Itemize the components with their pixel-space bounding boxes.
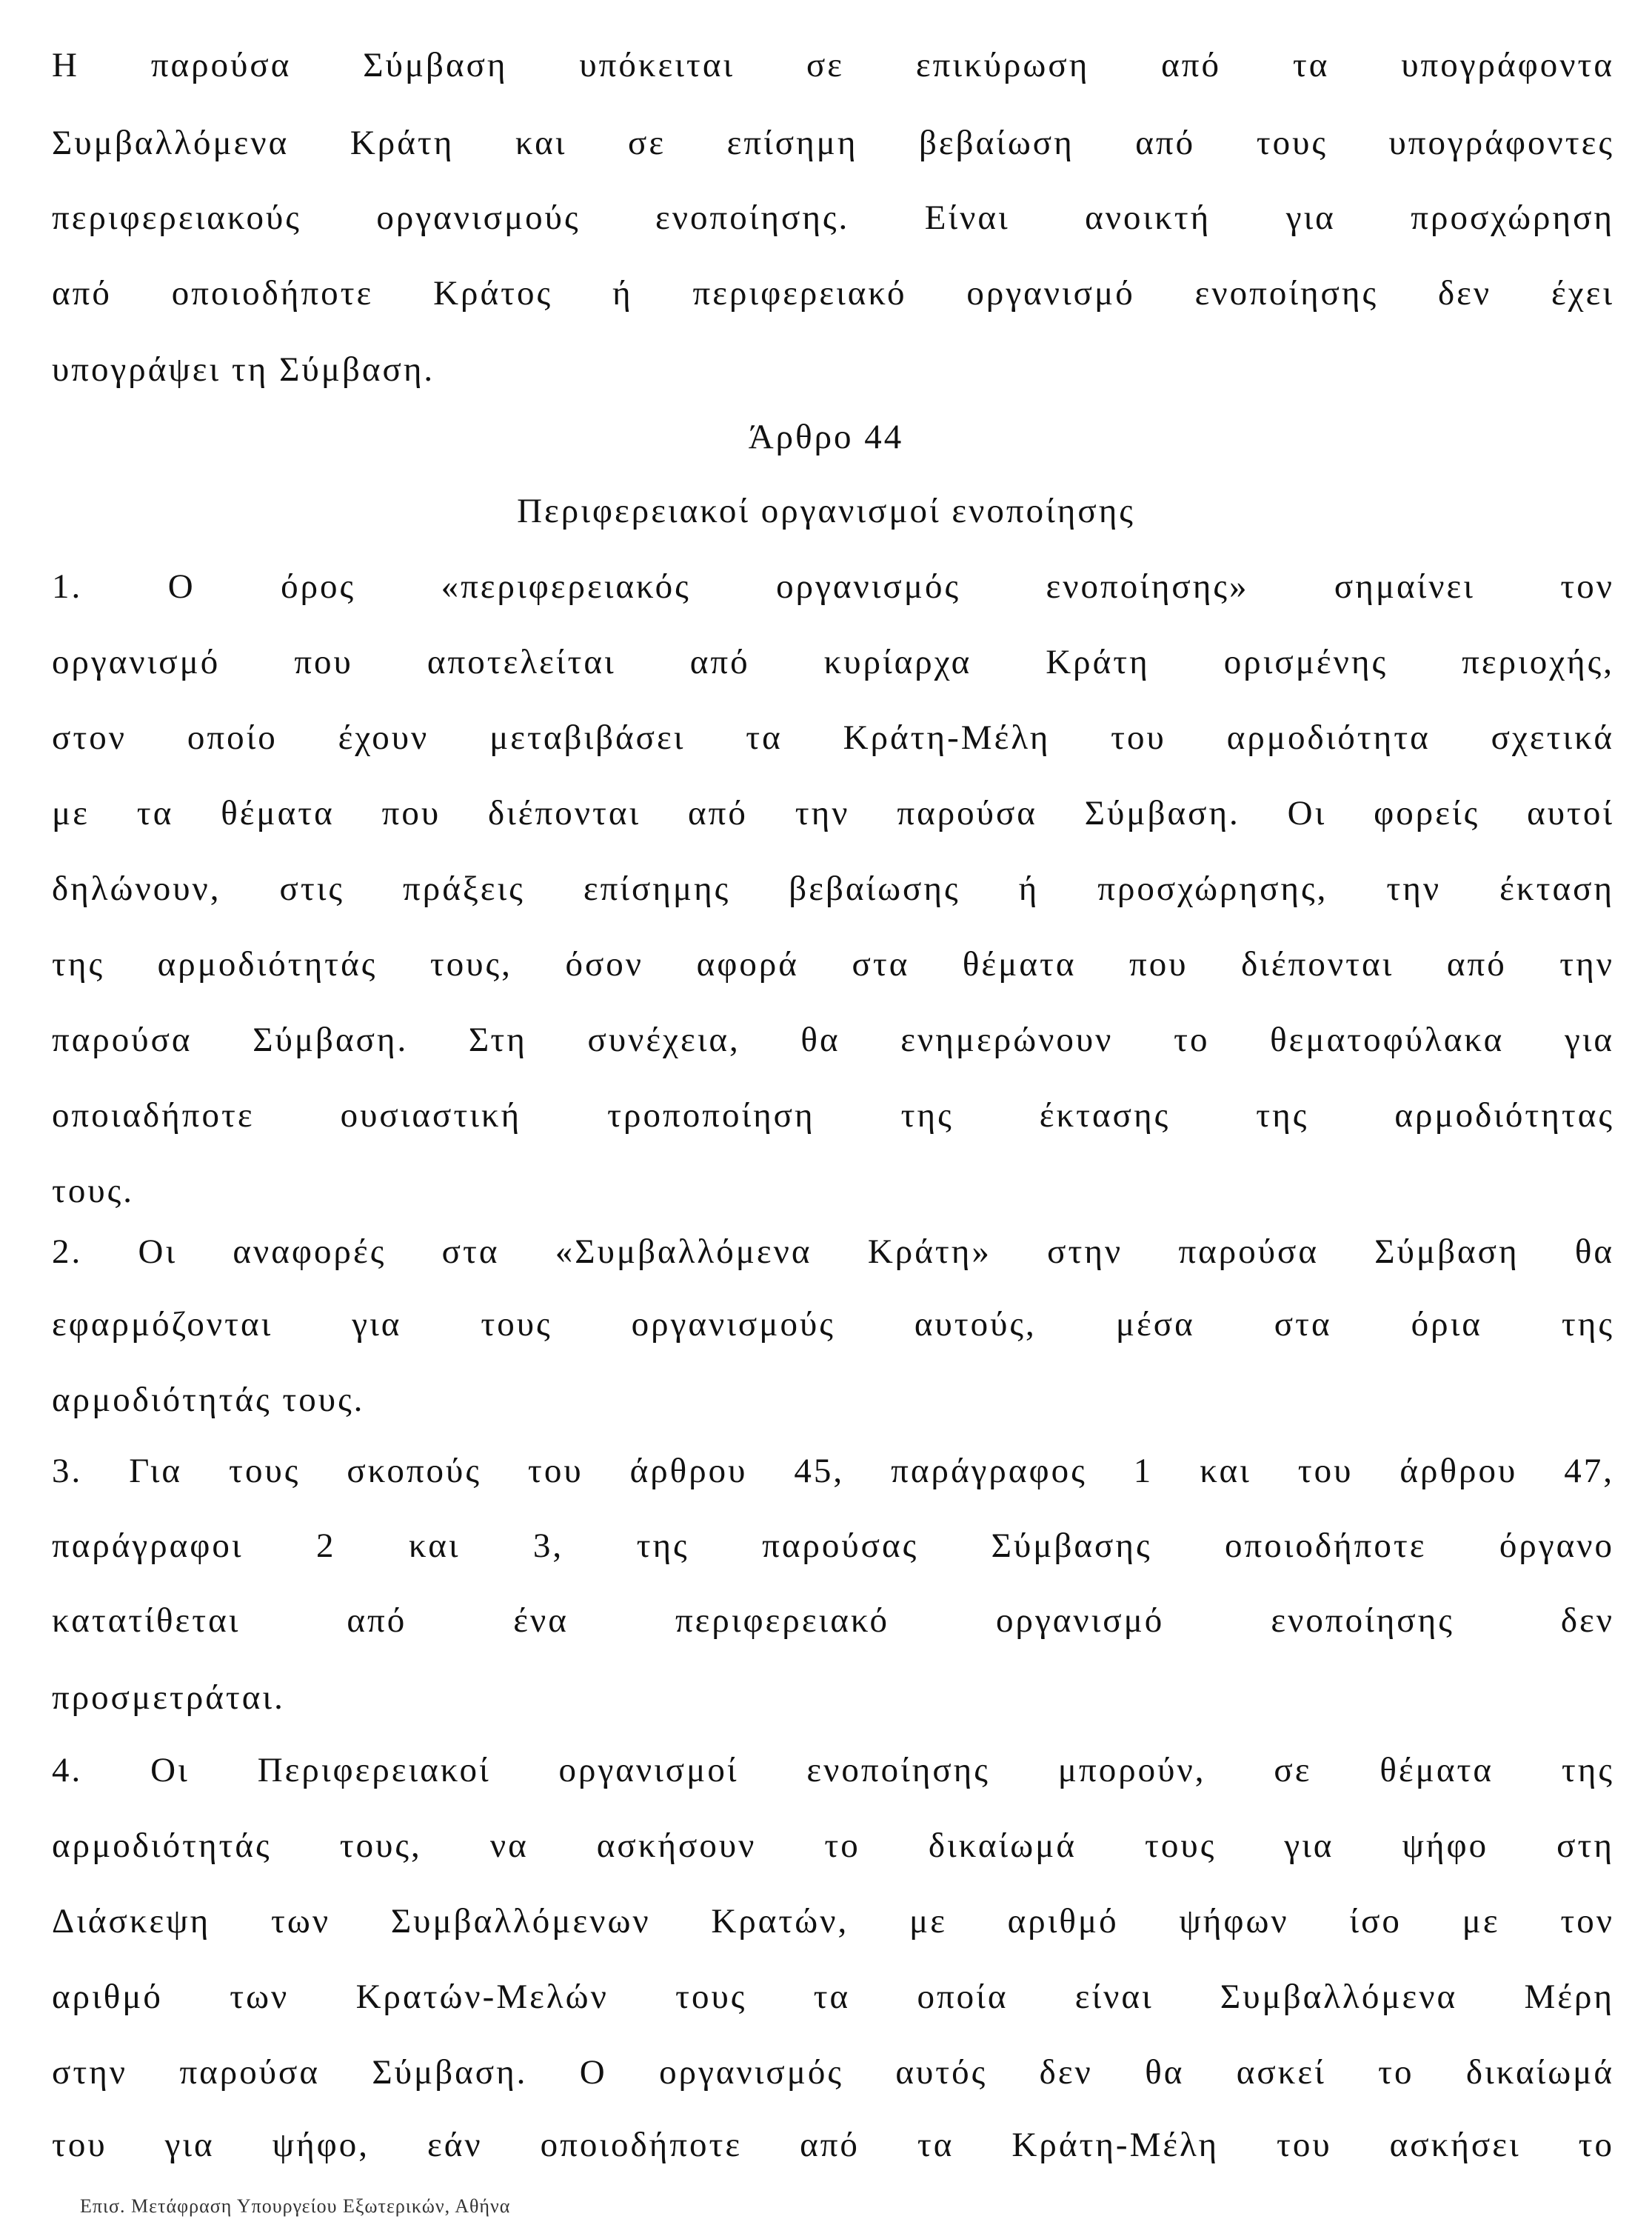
intro-line: από οποιοδήποτε Κράτος ή περιφερειακό οργανισμό ενοποίησης δεν έχει (52, 274, 1614, 313)
article-number: Άρθρο 44 (748, 418, 904, 456)
para1-line: τους. (52, 1172, 135, 1210)
intro-line: περιφερειακούς οργανισμούς ενοποίησης. Είναι ανοικτή για προσχώρηση (52, 198, 1614, 237)
para1-line: παρούσα Σύμβαση. Στη συνέχεια, θα ενημερώνουν το θεματοφύλακα για (52, 1021, 1614, 1059)
para1-line: με τα θέματα που διέπονται από την παρούσα Σύμβαση. Οι φορείς αυτοί (52, 794, 1614, 832)
para2-line: εφαρμόζονται για τους οργανισμούς αυτούς, μέσα στα όρια της (52, 1305, 1614, 1344)
para1-line: οργανισμό που αποτελείται από κυρίαρχα Κράτη ορισμένης περιοχής, (52, 643, 1614, 681)
para1-line: δηλώνουν, στις πράξεις επίσημης βεβαίωσης ή προσχώρησης, την έκταση (52, 870, 1614, 908)
para3-line: παράγραφοι 2 και 3, της παρούσας Σύμβασης οποιοδήποτε όργανο (52, 1526, 1614, 1565)
page-footer: Επισ. Μετάφραση Υπουργείου Εξωτερικών, Αθήνα (80, 2195, 511, 2217)
para4-line: στην παρούσα Σύμβαση. Ο οργανισμός αυτός δεν θα ασκεί το δικαίωμά (52, 2053, 1614, 2092)
intro-line: Συμβαλλόμενα Κράτη και σε επίσημη βεβαίωση από τους υπογράφοντες (52, 124, 1614, 162)
intro-line: υπογράψει τη Σύμβαση. (52, 350, 435, 389)
para1-line: 1. Ο όρος «περιφερειακός οργανισμός ενοποίησης» σημαίνει τον (52, 567, 1614, 606)
para2-line: 2. Οι αναφορές στα «Συμβαλλόμενα Κράτη» στην παρούσα Σύμβαση θα (52, 1232, 1614, 1271)
article-title: Περιφερειακοί οργανισμοί ενοποίησης (517, 492, 1135, 530)
para2-line: αρμοδιότητάς τους. (52, 1381, 365, 1419)
para3-line: προσμετράται. (52, 1678, 285, 1717)
para3-line: 3. Για τους σκοπούς του άρθρου 45, παράγραφος 1 και του άρθρου 47, (52, 1452, 1614, 1490)
para1-line: στον οποίο έχουν μεταβιβάσει τα Κράτη-Μέλη του αρμοδιότητα σχετικά (52, 718, 1614, 757)
para4-line: αριθμό των Κρατών-Μελών τους τα οποία είναι Συμβαλλόμενα Μέρη (52, 1978, 1614, 2016)
para1-line: της αρμοδιότητάς τους, όσον αφορά στα θέματα που διέπονται από την (52, 945, 1614, 984)
para3-line: κατατίθεται από ένα περιφερειακό οργανισμό ενοποίησης δεν (52, 1601, 1614, 1640)
para4-line: Διάσκεψη των Συμβαλλόμενων Κρατών, με αριθμό ψήφων ίσο με τον (52, 1902, 1614, 1941)
para4-line: αρμοδιότητάς τους, να ασκήσουν το δικαίωμά τους για ψήφο στη (52, 1826, 1614, 1865)
para4-line: 4. Οι Περιφερειακοί οργανισμοί ενοποίησης μπορούν, σε θέματα της (52, 1751, 1614, 1789)
para4-line: του για ψήφο, εάν οποιοδήποτε από τα Κράτη-Μέλη του ασκήσει το (52, 2126, 1614, 2164)
intro-line: Η παρούσα Σύμβαση υπόκειται σε επικύρωση από τα υπογράφοντα (52, 46, 1614, 84)
para1-line: οποιαδήποτε ουσιαστική τροποποίηση της έκτασης της αρμοδιότητας (52, 1096, 1614, 1135)
